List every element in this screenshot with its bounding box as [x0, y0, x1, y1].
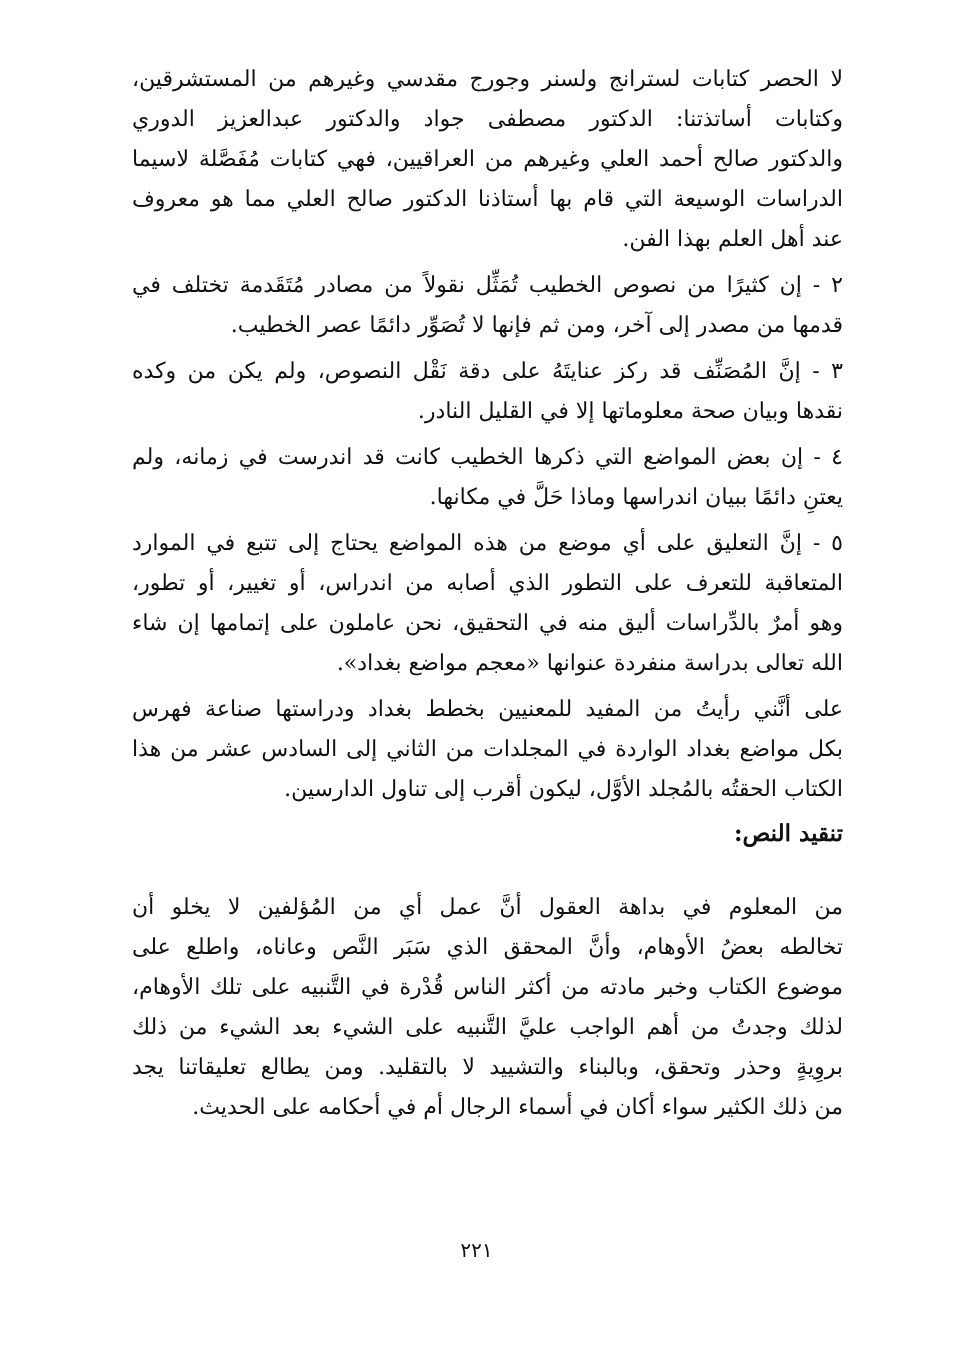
text-line: وهو أمرٌ بالدِّراسات أليق منه في التحقيق، نحن عاملون على إتمامها إن شاء	[132, 611, 843, 636]
text-line: بكل مواضع بغداد الواردة في المجلدات من الثاني إلى السادس عشر من هذا	[132, 737, 843, 762]
text-line: ٤ - إن بعض المواضع التي ذكرها الخطيب كانت قد اندرست في زمانه، ولم	[132, 445, 843, 470]
text-line: ٢ - إن كثيرًا من نصوص الخطيب تُمَثِّل نقولاً من مصادر مُتَقَدمة تختلف في	[132, 273, 843, 298]
text-line: الدراسات الوسيعة التي قام بها أستاذنا الدكتور صالح العلي مما هو معروف	[132, 187, 843, 212]
text-line: نقدها وبيان صحة معلوماتها إلا في القليل النادر.	[417, 399, 843, 424]
text-line: على أنَّني رأيتُ من المفيد للمعنيين بخطط بغداد ودراستها صناعة فهرس	[132, 697, 843, 722]
paragraph-point-3	[132, 352, 843, 432]
text-line: من المعلوم في بداهة العقول أنَّ عمل أي من المُؤلفين لا يخلو أن	[132, 895, 843, 920]
text-line: لا الحصر كتابات لسترانج ولسنر وجورج مقدسي وغيرهم من المستشرقين،	[132, 67, 843, 92]
page-number: ٢٢١	[460, 1238, 493, 1262]
paragraph-point-2	[132, 266, 843, 346]
paragraph-text-criticism	[132, 888, 843, 1128]
document-page	[0, 60, 953, 1128]
text-line: والدكتور صالح أحمد العلي وغيرهم من العراقيين، فهي كتابات مُفَصَّلة لاسيما	[132, 147, 843, 172]
section-heading: تنقيد النص:	[733, 820, 843, 847]
text-line: المتعاقبة للتعرف على التطور الذي أصابه من اندراس، أو تغيير، أو تطور،	[132, 571, 843, 596]
text-line: وكتابات أساتذتنا: الدكتور مصطفى جواد والدكتور عبدالعزيز الدوري	[132, 107, 843, 132]
text-line: بروِيةٍ وحذر وتحقق، وبالبناء والتشييد لا بالتقليد. ومن يطالع تعليقاتنا يجد	[132, 1055, 843, 1080]
paragraph-intro	[132, 60, 843, 260]
text-line: ٥ - إنَّ التعليق على أي موضع من هذه المواضع يحتاج إلى تتبع في الموارد	[132, 531, 843, 556]
text-line: تخالطه بعضُ الأوهام، وأنَّ المحقق الذي سَبَر النَّص وعاناه، واطلع على	[132, 935, 843, 960]
text-line: يعتنِ دائمًا ببيان اندراسها وماذا حَلَّ في مكانها.	[429, 485, 843, 510]
text-line: لذلك وجدتُ من أهم الواجب عليَّ التَّنبيه على الشيء بعد الشيء من ذلك	[132, 1015, 843, 1040]
text-line: الله تعالى بدراسة منفردة عنوانها «معجم مواضع بغداد».	[336, 651, 843, 676]
text-line: ٣ - إنَّ المُصَنِّف قد ركز عنايتَهُ على دقة نَقْل النصوص، ولم يكن من وكده	[132, 359, 843, 384]
paragraph-point-5	[132, 524, 843, 684]
text-line: الكتاب الحقتُه بالمُجلد الأوَّل، ليكون أقرب إلى تناول الدارسين.	[284, 777, 843, 802]
text-line: من ذلك الكثير سواء أكان في أسماء الرجال أم في أحكامه على الحديث.	[192, 1095, 843, 1120]
text-line: موضوع الكتاب وخبر مادته من أكثر الناس قُدْرة في التَّنبيه على تلك الأوهام،	[132, 975, 843, 1000]
paragraph-point-4	[132, 438, 843, 518]
text-line: عند أهل العلم بهذا الفن.	[622, 227, 843, 252]
paragraph-index-note	[132, 690, 843, 810]
text-line: قدمها من مصدر إلى آخر، ومن ثم فإنها لا تُصَوِّر دائمًا عصر الخطيب.	[230, 313, 843, 338]
